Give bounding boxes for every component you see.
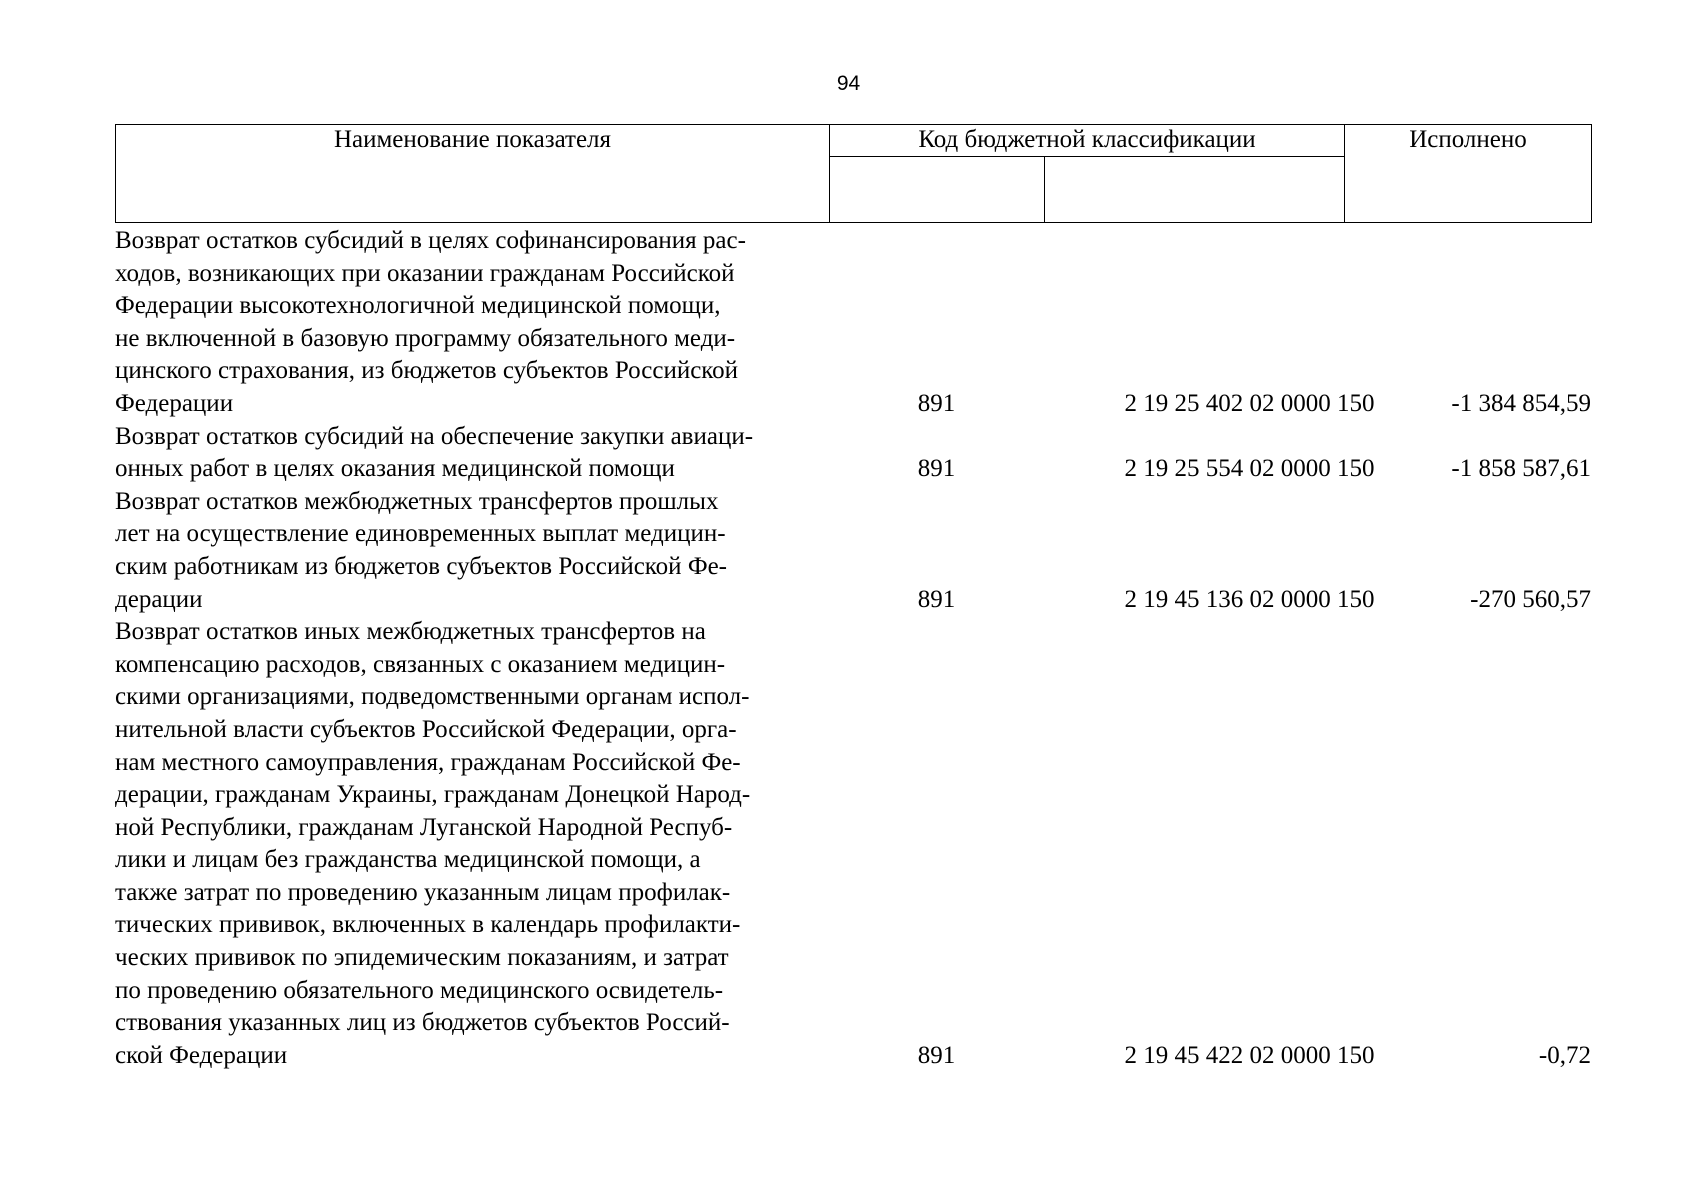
header-code-budget: [1045, 157, 1345, 223]
header-executed: Исполнено: [1345, 125, 1592, 223]
budget-code: 2 19 25 402 02 0000 150: [1124, 389, 1375, 417]
admin-code: 891: [917, 455, 956, 483]
page-number: 94: [836, 72, 861, 95]
admin-code: 891: [917, 1041, 956, 1069]
admin-code: 891: [917, 389, 956, 417]
executed-amount: -0,72: [1538, 1041, 1591, 1069]
header-name: Наименование показателя: [116, 125, 830, 223]
indicator-name: Возврат остатков субсидий на обеспечение закупки авиаци- онных работ в целях оказания медицинской помощи: [115, 422, 754, 483]
executed-amount: -1 384 854,59: [1451, 389, 1591, 417]
indicator-name: Возврат остатков субсидий в целях софинансирования рас- ходов, возникающих при оказании гражданам Российской Федерации высокотехнологичной медицинской помощи, не включенной в базовую программу обязательного меди- цинского страхования, из бюджетов субъектов Российской Федерации: [115, 227, 746, 417]
table-row: [115, 616, 1591, 1072]
indicator-name: Возврат остатков иных межбюджетных трансфертов на компенсацию расходов, связанных с оказанием медицин- скими организациями, подведомственными органам испол- нительной власти субъектов Российской Федерации, орга- нам местного самоуправления, гражданам Российской Фе- дерации, гражданам Украины, гражданам Донецкой Народ- ной Республики, гражданам Луганской Народной Респуб- лики и лицам без гражданства медицинской помощи, а также затрат по проведению указанным лицам профилак- тических прививок, включенных в календарь профилакти- ческих прививок по эпидемическим показаниям, и затрат по проведению обязательного медицинского освидетель- ствования указанных лиц из бюджетов субъектов Россий- ской Федерации: [115, 618, 751, 1069]
header-code-admin: [830, 157, 1045, 223]
admin-code: 891: [917, 585, 956, 613]
budget-code: 2 19 45 422 02 0000 150: [1124, 1041, 1375, 1069]
table-body: [115, 225, 1591, 1072]
table-header: [115, 124, 1592, 223]
table-row: [115, 421, 1591, 486]
budget-code: 2 19 45 136 02 0000 150: [1124, 585, 1375, 613]
header-code: Код бюджетной классификации: [830, 125, 1345, 157]
indicator-name: Возврат остатков межбюджетных трансфертов прошлых лет на осуществление единовременных выплат медицин- ским работникам из бюджетов субъектов Российской Фе- дерации: [115, 487, 727, 613]
budget-code: 2 19 25 554 02 0000 150: [1124, 455, 1375, 483]
executed-amount: -270 560,57: [1470, 585, 1591, 613]
executed-amount: -1 858 587,61: [1451, 455, 1591, 483]
table-row: [115, 225, 1591, 421]
table-row: [115, 486, 1591, 616]
